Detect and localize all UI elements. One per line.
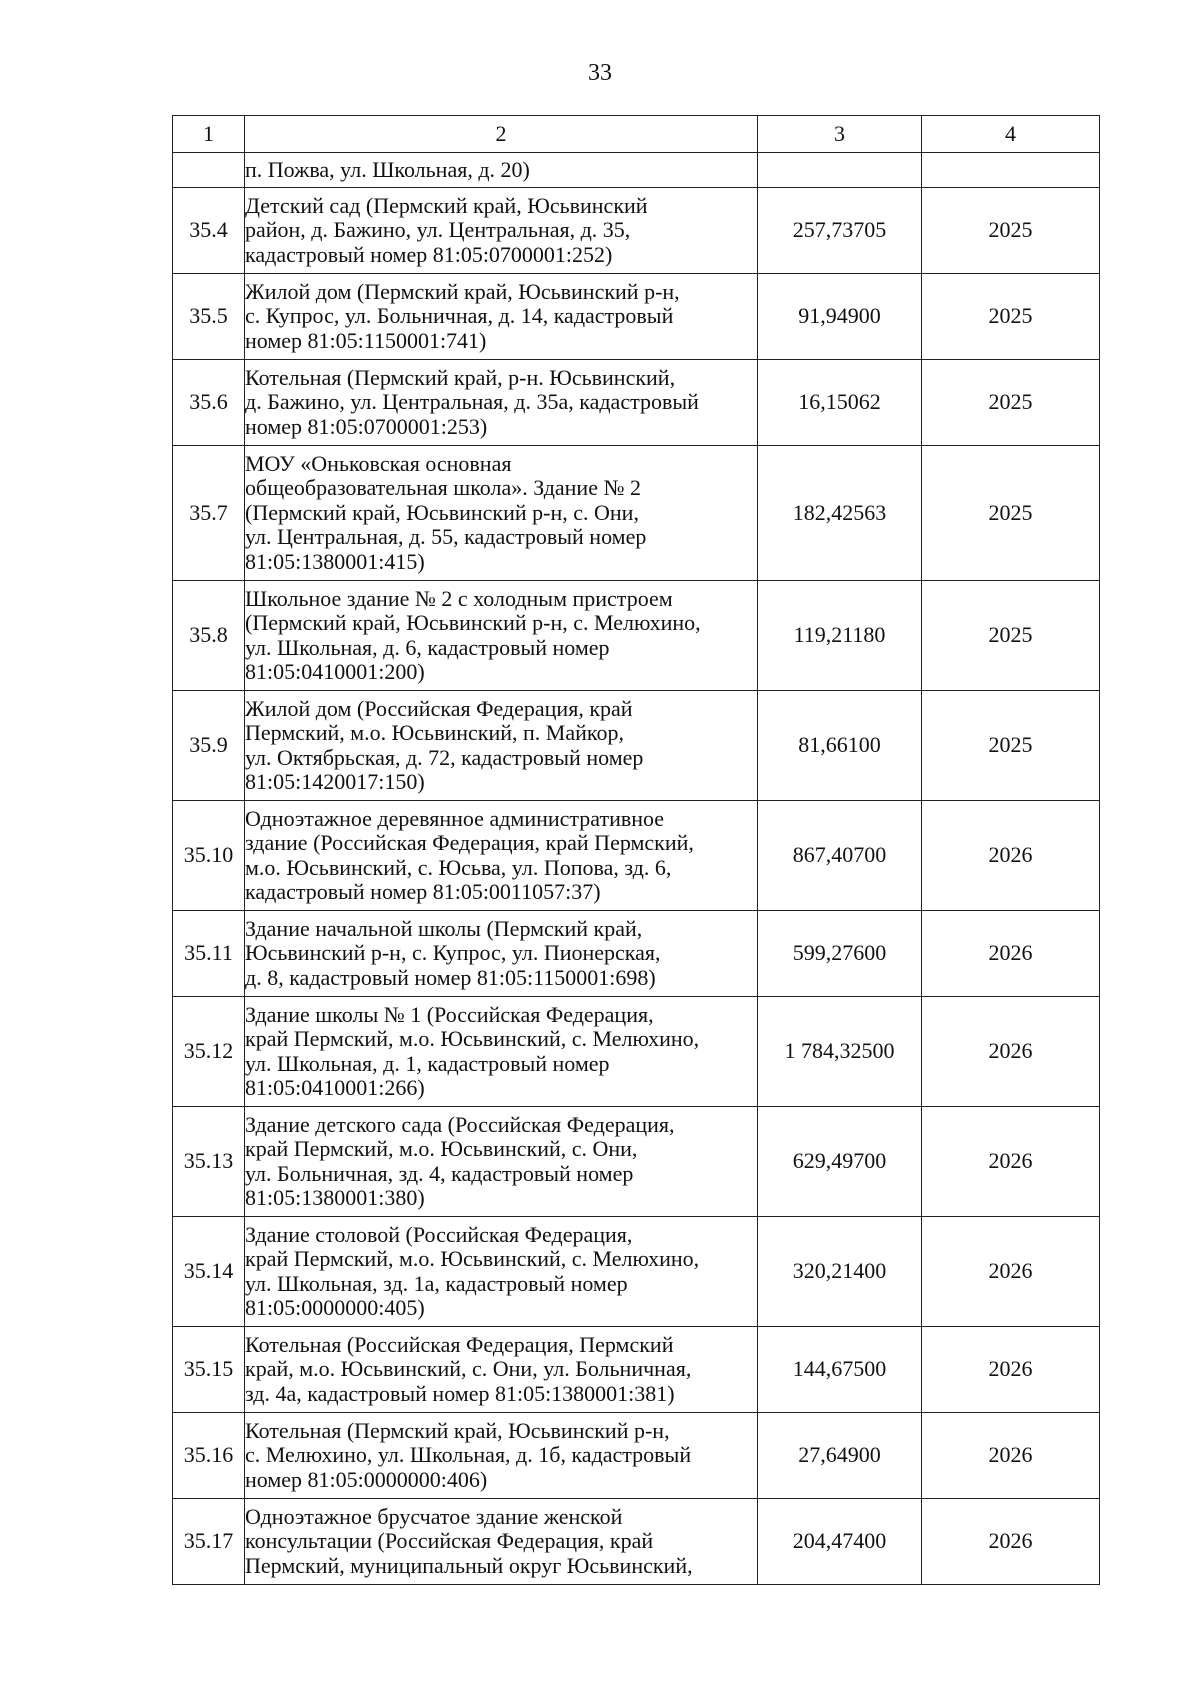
description-line: кадастровый номер 81:05:0011057:37) bbox=[245, 879, 601, 904]
description-line: номер 81:05:0700001:253) bbox=[245, 413, 488, 439]
description-line: Жилой дом (Российская Федерация, край bbox=[245, 695, 633, 721]
description-line: край Пермский, м.о. Юсьвинский, с. Мелюхино, bbox=[245, 1026, 700, 1051]
value-cell: 91,94900 bbox=[758, 274, 922, 360]
object-description-cell bbox=[245, 360, 758, 446]
row-number-cell: 35.12 bbox=[173, 997, 245, 1107]
object-description-cell bbox=[245, 446, 758, 581]
table-row bbox=[173, 1107, 1100, 1217]
year-cell: 2026 bbox=[922, 1499, 1100, 1585]
column-header-3: 3 bbox=[758, 116, 922, 153]
object-description-cell bbox=[245, 1217, 758, 1327]
description-line: 81:05:0410001:200) bbox=[245, 659, 425, 684]
table-row bbox=[173, 360, 1100, 446]
description-line: консультации (Российская Федерация, край bbox=[245, 1528, 654, 1554]
description-line: п. Пожва, ул. Школьная, д. 20) bbox=[245, 156, 530, 182]
description-line: Одноэтажное деревянное административное bbox=[245, 805, 665, 831]
object-description-cell bbox=[245, 188, 758, 274]
description-line: ул. Центральная, д. 55, кадастровый номер bbox=[245, 524, 647, 550]
row-number-cell: 35.7 bbox=[173, 446, 245, 581]
column-header-4: 4 bbox=[922, 116, 1100, 153]
description-line: 81:05:0410001:266) bbox=[245, 1075, 425, 1100]
object-description-cell bbox=[245, 274, 758, 360]
value-cell: 320,21400 bbox=[758, 1217, 922, 1327]
description-line: Пермский, м.о. Юсьвинский, п. Майкор, bbox=[245, 720, 624, 745]
description-line: Котельная (Пермский край, Юсьвинский р-н, bbox=[245, 1417, 670, 1443]
year-cell: 2026 bbox=[922, 911, 1100, 997]
description-line: 81:05:1380001:380) bbox=[245, 1185, 425, 1210]
value-cell: 1 784,32500 bbox=[758, 997, 922, 1107]
value-cell: 629,49700 bbox=[758, 1107, 922, 1217]
year-cell: 2025 bbox=[922, 581, 1100, 691]
description-line: зд. 4а, кадастровый номер 81:05:1380001:381) bbox=[245, 1380, 675, 1406]
description-line: ул. Больничная, зд. 4, кадастровый номер bbox=[245, 1160, 634, 1186]
description-line: кадастровый номер 81:05:0700001:252) bbox=[245, 241, 613, 267]
row-number-cell: 35.6 bbox=[173, 360, 245, 446]
object-description-cell bbox=[245, 1499, 758, 1585]
description-line: Здание детского сада (Российская Федерация, bbox=[245, 1111, 675, 1137]
table-row bbox=[173, 1327, 1100, 1413]
value-cell: 119,21180 bbox=[758, 581, 922, 691]
description-line: Пермский, муниципальный округ Юсьвинский, bbox=[245, 1552, 693, 1578]
description-line: Жилой дом (Пермский край, Юсьвинский р-н, bbox=[245, 278, 680, 304]
year-cell: 2026 bbox=[922, 1107, 1100, 1217]
table-row bbox=[173, 1413, 1100, 1499]
value-cell: 144,67500 bbox=[758, 1327, 922, 1413]
description-line: 81:05:1420017:150) bbox=[245, 769, 425, 794]
description-line: район, д. Бажино, ул. Центральная, д. 35, bbox=[245, 217, 631, 243]
description-line: с. Мелюхино, ул. Школьная, д. 1б, кадастровый bbox=[245, 1442, 692, 1468]
description-line: д. 8, кадастровый номер 81:05:1150001:698) bbox=[245, 964, 656, 990]
table-row bbox=[173, 1499, 1100, 1585]
year-cell: 2026 bbox=[922, 1217, 1100, 1327]
year-cell: 2025 bbox=[922, 274, 1100, 360]
year-cell: 2025 bbox=[922, 691, 1100, 801]
table-row bbox=[173, 274, 1100, 360]
description-line: край Пермский, м.о. Юсьвинский, с. Они, bbox=[245, 1136, 638, 1161]
row-number-cell: 35.17 bbox=[173, 1499, 245, 1585]
year-cell: 2025 bbox=[922, 446, 1100, 581]
value-cell: 204,47400 bbox=[758, 1499, 922, 1585]
table-row bbox=[173, 581, 1100, 691]
description-line: Котельная (Пермский край, р-н. Юсьвинский, bbox=[245, 364, 676, 390]
table-row bbox=[173, 1217, 1100, 1327]
object-description-cell bbox=[245, 691, 758, 801]
description-line: МОУ «Оньковская основная bbox=[245, 450, 512, 476]
row-number-cell: 35.9 bbox=[173, 691, 245, 801]
description-line: д. Бажино, ул. Центральная, д. 35а, кадастровый bbox=[245, 389, 699, 415]
year-cell bbox=[922, 153, 1100, 188]
column-header-1: 1 bbox=[173, 116, 245, 153]
description-line: номер 81:05:1150001:741) bbox=[245, 327, 487, 353]
row-number-cell: 35.5 bbox=[173, 274, 245, 360]
year-cell: 2025 bbox=[922, 188, 1100, 274]
year-cell: 2025 bbox=[922, 360, 1100, 446]
description-line: с. Купрос, ул. Больничная, д. 14, кадастровый bbox=[245, 303, 674, 329]
object-description-cell bbox=[245, 1107, 758, 1217]
value-cell: 257,73705 bbox=[758, 188, 922, 274]
table-row bbox=[173, 691, 1100, 801]
value-cell: 27,64900 bbox=[758, 1413, 922, 1499]
year-cell: 2026 bbox=[922, 997, 1100, 1107]
row-number-cell: 35.15 bbox=[173, 1327, 245, 1413]
object-description-cell bbox=[245, 911, 758, 997]
objects-table bbox=[172, 115, 1100, 1585]
description-line: Здание школы № 1 (Российская Федерация, bbox=[245, 1001, 654, 1027]
description-line: Школьное здание № 2 с холодным пристроем bbox=[245, 585, 673, 611]
object-description-cell bbox=[245, 1327, 758, 1413]
row-number-cell: 35.16 bbox=[173, 1413, 245, 1499]
row-number-cell bbox=[173, 153, 245, 188]
description-line: 81:05:0000000:405) bbox=[245, 1295, 425, 1320]
description-line: м.о. Юсьвинский, с. Юсьва, ул. Попова, зд. 6, bbox=[245, 854, 672, 880]
value-cell: 599,27600 bbox=[758, 911, 922, 997]
table-body bbox=[173, 153, 1100, 1585]
value-cell: 182,42563 bbox=[758, 446, 922, 581]
column-header-2: 2 bbox=[245, 116, 758, 153]
row-number-cell: 35.8 bbox=[173, 581, 245, 691]
year-cell: 2026 bbox=[922, 1413, 1100, 1499]
object-description-cell bbox=[245, 153, 758, 188]
table-row bbox=[173, 446, 1100, 581]
table-row bbox=[173, 188, 1100, 274]
row-number-cell: 35.13 bbox=[173, 1107, 245, 1217]
description-line: ул. Школьная, д. 6, кадастровый номер bbox=[245, 634, 610, 660]
value-cell bbox=[758, 153, 922, 188]
row-number-cell: 35.10 bbox=[173, 801, 245, 911]
value-cell: 81,66100 bbox=[758, 691, 922, 801]
table-row bbox=[173, 801, 1100, 911]
description-line: край Пермский, м.о. Юсьвинский, с. Мелюхино, bbox=[245, 1246, 700, 1271]
table-row bbox=[173, 911, 1100, 997]
table-header-row bbox=[173, 116, 1100, 153]
description-line: Здание столовой (Российская Федерация, bbox=[245, 1221, 633, 1247]
description-line: Детский сад (Пермский край, Юсьвинский bbox=[245, 192, 648, 218]
object-description-cell bbox=[245, 581, 758, 691]
description-line: ул. Школьная, д. 1, кадастровый номер bbox=[245, 1050, 610, 1076]
row-number-cell: 35.11 bbox=[173, 911, 245, 997]
year-cell: 2026 bbox=[922, 1327, 1100, 1413]
description-line: Здание начальной школы (Пермский край, bbox=[245, 915, 643, 941]
row-number-cell: 35.4 bbox=[173, 188, 245, 274]
description-line: (Пермский край, Юсьвинский р-н, с. Они, bbox=[245, 499, 639, 525]
object-description-cell bbox=[245, 801, 758, 911]
description-line: Котельная (Российская Федерация, Пермский bbox=[245, 1331, 674, 1357]
description-line: Юсьвинский р-н, с. Купрос, ул. Пионерская, bbox=[245, 940, 661, 966]
description-line: край, м.о. Юсьвинский, с. Они, ул. Больничная, bbox=[245, 1356, 692, 1382]
description-line: здание (Российская Федерация, край Пермский, bbox=[245, 830, 694, 855]
value-cell: 16,15062 bbox=[758, 360, 922, 446]
row-number-cell: 35.14 bbox=[173, 1217, 245, 1327]
description-line: номер 81:05:0000000:406) bbox=[245, 1466, 488, 1492]
object-description-cell bbox=[245, 997, 758, 1107]
description-line: (Пермский край, Юсьвинский р-н, с. Мелюхино, bbox=[245, 610, 701, 635]
table-row bbox=[173, 153, 1100, 188]
description-line: ул. Школьная, зд. 1а, кадастровый номер bbox=[245, 1270, 628, 1296]
year-cell: 2026 bbox=[922, 801, 1100, 911]
object-description-cell bbox=[245, 1413, 758, 1499]
description-line: ул. Октябрьская, д. 72, кадастровый номер bbox=[245, 744, 644, 770]
description-line: общеобразовательная школа». Здание № 2 bbox=[245, 475, 641, 501]
value-cell: 867,40700 bbox=[758, 801, 922, 911]
description-line: 81:05:1380001:415) bbox=[245, 548, 425, 574]
page-number: 33 bbox=[588, 60, 612, 86]
table-row bbox=[173, 997, 1100, 1107]
description-line: Одноэтажное брусчатое здание женской bbox=[245, 1503, 623, 1529]
